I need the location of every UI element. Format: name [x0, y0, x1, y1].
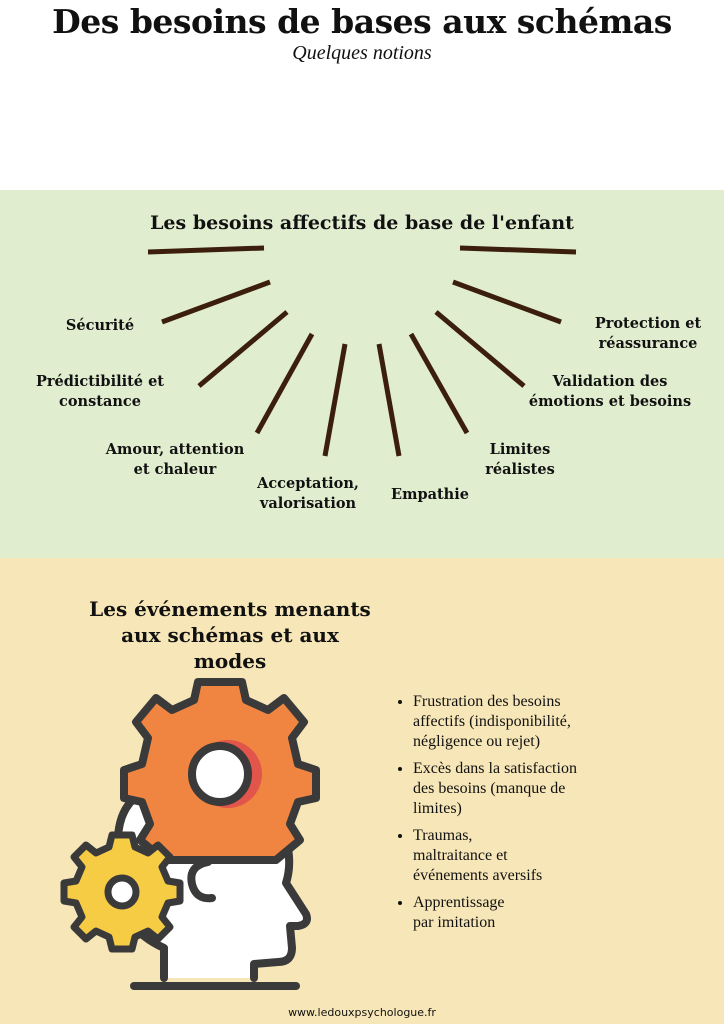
need-amour: Amour, attention et chaleur [105, 441, 245, 478]
head-with-gears-icon [60, 678, 340, 998]
underline-left [148, 248, 264, 252]
ray-protection [453, 282, 561, 322]
needs-section-title: Les besoins affectifs de base de l'enfant [150, 212, 574, 234]
ray-predictibilite [199, 312, 287, 386]
page-title: Des besoins de bases aux schémas [52, 2, 672, 41]
list-item: • Frustration des besoins affectifs (indisponibilité, négligence ou rejet) [413, 692, 724, 752]
ray-empathie [379, 344, 399, 456]
need-protection: Protection et réassurance [594, 315, 702, 352]
need-predictibilite: Prédictibilité et constance [35, 373, 164, 410]
ray-validation [436, 312, 524, 386]
page-subtitle: Quelques notions [292, 42, 432, 64]
ray-acceptation [325, 344, 345, 456]
need-empathie: Empathie [391, 486, 469, 503]
events-section-title: Les événements menants aux schémas et aux modes [89, 597, 371, 673]
yellow-gear-icon [64, 835, 180, 949]
need-securite: Sécurité [65, 317, 135, 334]
ray-amour [257, 334, 312, 433]
ray-limites [411, 334, 467, 433]
underline-right [460, 248, 576, 252]
need-limites: Limites réalistes [485, 441, 555, 478]
header [0, 0, 724, 190]
list-item: • Traumas, maltraitance et événements aversifs [413, 826, 724, 886]
needs-section [0, 190, 724, 558]
events-list [395, 692, 724, 940]
ray-securite [162, 282, 270, 322]
orange-gear-icon [124, 682, 316, 860]
list-item: • Apprentissage par imitation [413, 893, 724, 933]
need-validation: Validation des émotions et besoins [528, 373, 692, 410]
need-acceptation: Acceptation, valorisation [257, 475, 359, 512]
events-section [0, 558, 724, 1024]
list-item: • Excès dans la satisfaction des besoins (manque de limites) [413, 759, 724, 819]
footer-website: www.ledouxpsychologue.fr [288, 1006, 436, 1019]
